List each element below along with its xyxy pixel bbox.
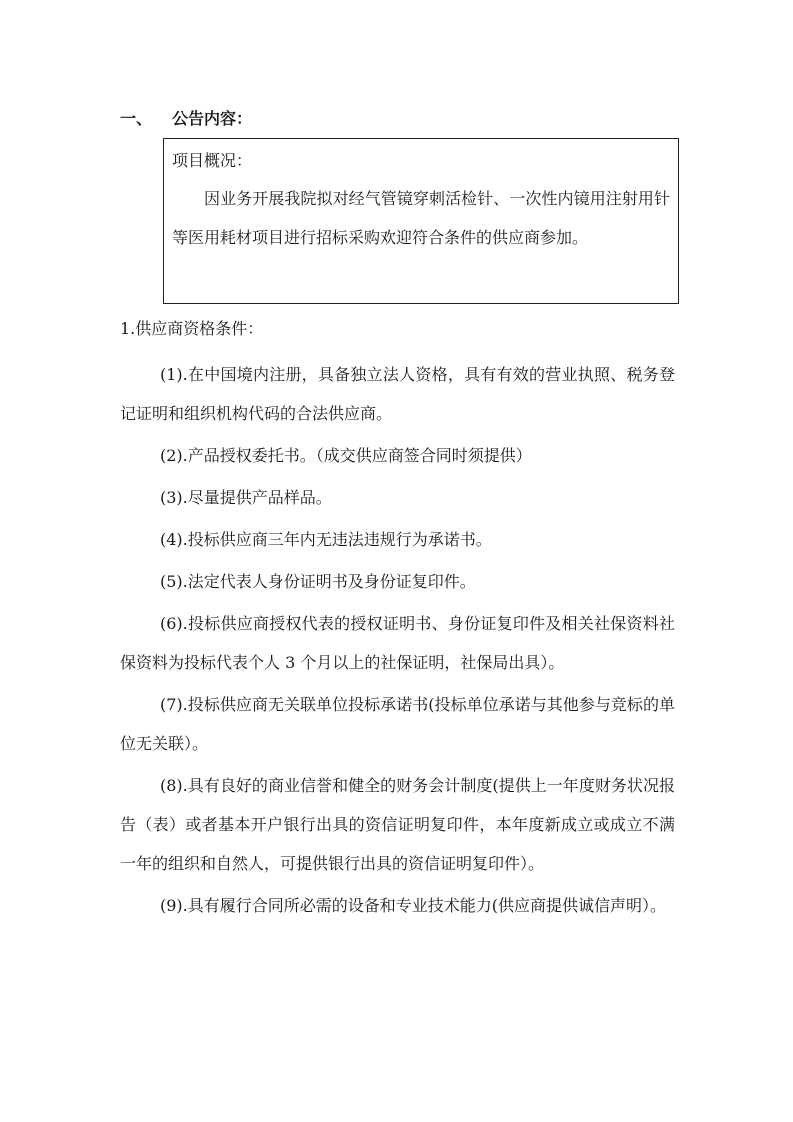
qualification-item-4: (4).投标供应商三年内无违法违规行为承诺书。 [160, 530, 492, 549]
qualification-item-8: (8).具有良好的商业信誉和健全的财务会计制度(提供上一年度财务状况报告（表）或者基本开户银行出具的资信证明复印件，本年度新成立或成立不满一年的组织和自然人，可提供银行出具的资信证明复印件）。 [120, 776, 675, 873]
qualification-item-5: (5).法定代表人身份证明书及身份证复印件。 [160, 572, 476, 591]
qualification-item-3: (3).尽量提供产品样品。 [160, 488, 332, 507]
heading-text: 公告内容： [172, 109, 253, 128]
qualification-item-9: (9).具有履行合同所必需的设备和专业技术能力(供应商提供诚信声明）。 [160, 896, 666, 915]
qualification-item-6: (6).投标供应商授权代表的授权证明书、身份证复印件及相关社保资料社保资料为投标代表个人 3 个月以上的社保证明，社保局出具）。 [120, 614, 675, 672]
qualification-item-1: (1).在中国境内注册，具备独立法人资格，具有有效的营业执照、税务登记证明和组织机构代码的合法供应商。 [120, 365, 675, 423]
qualification-item-2: (2).产品授权委托书。（成交供应商签合同时须提供） [160, 446, 532, 465]
overview-body: 因业务开展我院拟对经气管镜穿刺活检针、一次性内镜用注射用针等医用耗材项目进行招标采购欢迎符合条件的供应商参加。 [172, 189, 670, 247]
heading-number: 一、 [120, 109, 153, 128]
supplier-qualifications [120, 318, 675, 928]
project-overview-box [163, 138, 679, 304]
section-heading [120, 106, 252, 129]
overview-title: 项目概况： [172, 151, 253, 170]
qualifications-title: 1.供应商资格条件： [120, 319, 264, 338]
qualification-item-7: (7).投标供应商无关联单位投标承诺书(投标单位承诺与其他参与竞标的单位无关联）。 [120, 695, 675, 753]
